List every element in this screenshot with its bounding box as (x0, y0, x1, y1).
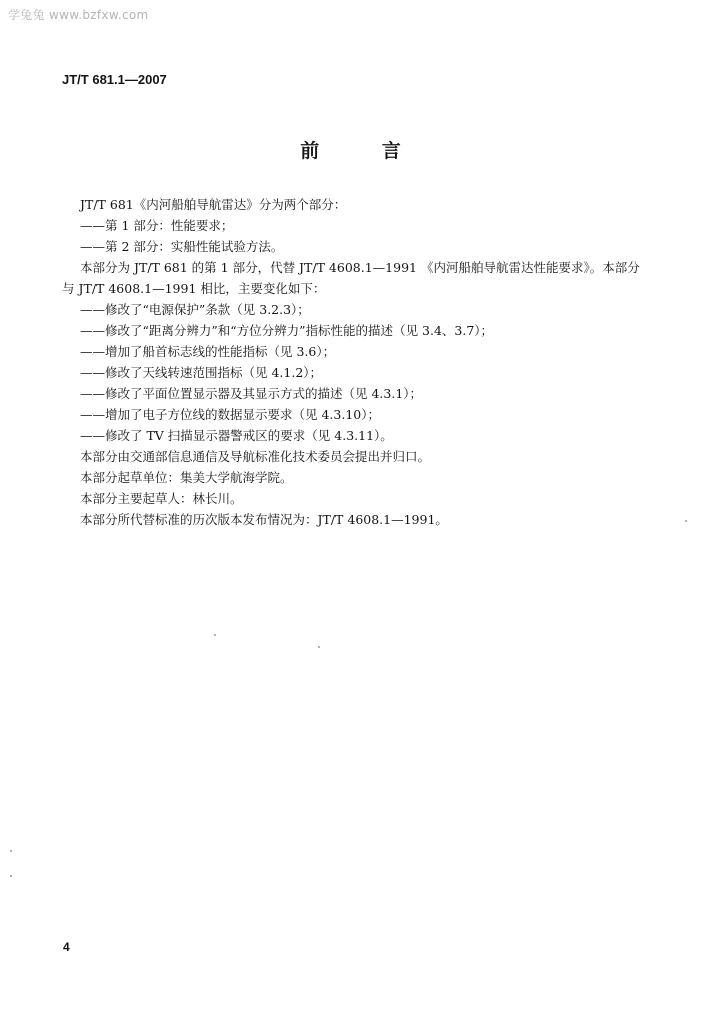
watermark-text: 学兔兔 www.bzfxw.com (8, 8, 149, 22)
change-item: ——修改了 TV 扫描显示器警戒区的要求（见 4.3.11）。 (80, 428, 393, 443)
change-item: ——修改了天线转速范围指标（见 4.1.2）； (80, 365, 323, 380)
change-item: ——修改了“电源保护”条款（见 3.2.3）； (80, 302, 310, 317)
drafting-unit-paragraph: 本部分起草单位：集美大学航海学院。 (80, 470, 293, 485)
part-1-item: ——第 1 部分：性能要求； (80, 218, 234, 233)
scan-speck (10, 875, 12, 877)
change-item: ——修改了平面位置显示器及其显示方式的描述（见 4.3.1）； (80, 386, 423, 401)
page-title: 前 言 (300, 140, 429, 162)
scan-speck (685, 520, 687, 522)
scan-speck (318, 646, 320, 648)
standard-code-header: JT/T 681.1—2007 (62, 72, 167, 87)
part-2-item: ——第 2 部分：实船性能试验方法。 (80, 239, 284, 254)
previous-versions-paragraph: 本部分所代替标准的历次版本发布情况为：JT/T 4608.1—1991。 (80, 512, 448, 527)
scan-speck (10, 850, 12, 852)
change-item: ——增加了电子方位线的数据显示要求（见 4.3.10）； (80, 407, 380, 422)
change-item: ——增加了船首标志线的性能指标（见 3.6）； (80, 344, 336, 359)
scan-speck (214, 634, 216, 636)
drafters-paragraph: 本部分主要起草人：林长川。 (80, 491, 243, 506)
replacement-paragraph-cont: 与 JT/T 4608.1—1991 相比，主要变化如下： (62, 281, 326, 296)
intro-paragraph: JT/T 681《内河船舶导航雷达》分为两个部分： (80, 197, 347, 212)
page-number: 4 (63, 940, 70, 954)
change-item: ——修改了“距离分辨力”和“方位分辨力”指标性能的描述（见 3.4、3.7）； (80, 323, 494, 338)
replacement-paragraph: 本部分为 JT/T 681 的第 1 部分，代替 JT/T 4608.1—1991 《内河船舶导航雷达性能要求》。本部分 (80, 260, 640, 275)
proposer-paragraph: 本部分由交通部信息通信及导航标准化技术委员会提出并归口。 (80, 449, 431, 464)
